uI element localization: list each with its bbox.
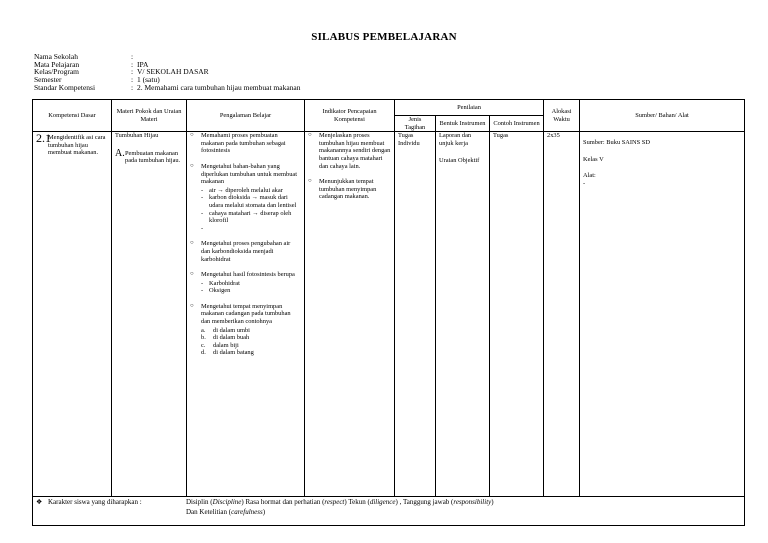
header-materi: Materi Pokok dan Uraian Materi xyxy=(112,100,187,132)
bentuk-1: Laporan dan unjuk kerja xyxy=(439,132,472,147)
cell-indikator xyxy=(305,132,395,497)
sumber-3: Alat: xyxy=(583,172,596,180)
meta-key: Standar Kompetensi xyxy=(34,82,96,92)
lettered-item: b. di dalam buah xyxy=(201,334,250,342)
meta-colon: : xyxy=(131,82,134,92)
sumber-4: - xyxy=(583,179,586,187)
document-meta xyxy=(34,53,301,91)
kd-text: Mengidentifik asi cara tumbuhan hijau membuat makanan. xyxy=(48,134,106,157)
dash-item: - karbon dioksida → masuk dari udara melalui stomata dan lentisel xyxy=(201,194,297,209)
cell-jenis: Tugas Individu xyxy=(395,132,436,497)
header-penilaian: Penilaian xyxy=(395,100,544,116)
header-pengalaman: Pengalaman Belajar xyxy=(187,100,305,132)
pengalaman-item: ○ Mengetahui bahan-bahan yang diperlukan tumbuhan untuk membuat makanan - air → diperoleh melalui akar - karbon dioksida → masuk dari udara melalui stomata dan lentisel - cahaya matahari → diserap oleh klorofil - xyxy=(190,163,301,232)
header-indikator: Indikator Pencapaian Kompetensi xyxy=(305,100,395,132)
meta-row xyxy=(34,84,301,92)
cell-materi xyxy=(112,132,187,497)
meta-value: IPA xyxy=(137,59,149,69)
dash-item: - xyxy=(201,224,204,232)
dash-item: - Oksigen xyxy=(201,287,231,295)
bentuk-2: Uraian Objektif xyxy=(439,157,480,165)
indikator-item: ○ Menunjukkan tempat tumbuhan menyimpan cadangan makanan. xyxy=(308,178,391,201)
sumber-2: Kelas V xyxy=(583,155,604,163)
dash-item: - cahaya matahari → diserap oleh klorofil xyxy=(201,209,292,225)
footer-karakter: ❖ Karakter siswa yang diharapkan : Disiplin (Discipline) Rasa hormat dan perhatian (respect) Tekun (diligence) , Tanggung jawab (responsibility) Dan Ketelitian (carefulness) xyxy=(33,497,745,526)
meta-row xyxy=(34,68,301,76)
pengalaman-item: ○ Mengetahui proses pengubahan air dan karbondioksida menjadi karbohidrat xyxy=(190,240,301,263)
meta-colon: : xyxy=(131,59,134,69)
cell-alokasi: 2x35 xyxy=(544,132,580,497)
cell-sumber xyxy=(580,132,745,497)
lettered-item: d. di dalam batang xyxy=(201,349,254,357)
header-sumber: Sumber/ Bahan/ Alat xyxy=(580,100,745,132)
page-title: SILABUS PEMBELAJARAN xyxy=(311,31,457,43)
syllabus-table xyxy=(32,99,745,526)
meta-value: 1 (satu) xyxy=(137,75,160,85)
materi-sub: Pembuatan makanan pada tumbuhan hijau. xyxy=(125,149,181,165)
meta-value: V/ SEKOLAH DASAR xyxy=(137,67,209,77)
dash-item: - air → diperoleh melalui akar xyxy=(201,186,283,194)
materi-main: Tumbuhan Hijau xyxy=(115,132,159,140)
cell-kompetensi-dasar xyxy=(33,132,112,497)
meta-key: Mata Pelajaran xyxy=(34,59,80,69)
header-kompetensi-dasar: Kompetensi Dasar xyxy=(33,100,112,132)
header-bentuk: Bentuk Instrumen xyxy=(436,116,490,132)
pengalaman-item: ○ Mengetahui hasil fotosintesis berupa - Karbohidrat - Oksigen xyxy=(190,271,301,295)
cell-contoh: Tugas xyxy=(490,132,544,497)
cell-pengalaman xyxy=(187,132,305,497)
meta-key: Semester xyxy=(34,75,62,85)
pengalaman-item: ○ Mengetahui tempat menyimpan makanan cadangan pada tumbuhan dan memberikan contohnya a. di dalam umbi b. di dalam buah c. dalam biji d. di dalam batang xyxy=(190,303,301,357)
meta-colon: : xyxy=(131,52,134,61)
header-contoh: Contoh Instrumen xyxy=(490,116,544,132)
materi-letter: A. xyxy=(115,147,125,159)
diamond-bullet-icon: ❖ xyxy=(36,498,43,507)
meta-key: Nama Sekolah xyxy=(34,52,78,61)
pengalaman-item: ○ Memahami proses pembuatan makanan pada tumbuhan sebagai fotosintesis xyxy=(190,132,301,155)
meta-colon: : xyxy=(131,75,134,85)
header-jenis: Jenis Tagihan xyxy=(395,116,436,132)
kd-number: 2.1 xyxy=(36,131,51,146)
header-alokasi: Alokasi Waktu xyxy=(544,100,580,132)
meta-key: Kelas/Program xyxy=(34,67,79,77)
cell-bentuk xyxy=(436,132,490,497)
meta-colon: : xyxy=(131,67,134,77)
lettered-item: c. dalam biji xyxy=(201,341,239,349)
dash-item: - Karbohidrat xyxy=(201,279,240,287)
footer-label: Karakter siswa yang diharapkan : xyxy=(48,498,142,507)
lettered-item: a. di dalam umbi xyxy=(201,326,250,334)
indikator-item: ○ Menjelaskan proses tumbuhan hijau membuat makanannya sendiri dengan bantuan cahaya matahari dan cahaya lain. xyxy=(308,132,391,170)
sumber-1: Sumber: Buku SAINS SD xyxy=(583,139,650,147)
meta-value: 2. Memahami cara tumbuhan hijau membuat makanan xyxy=(137,82,301,92)
